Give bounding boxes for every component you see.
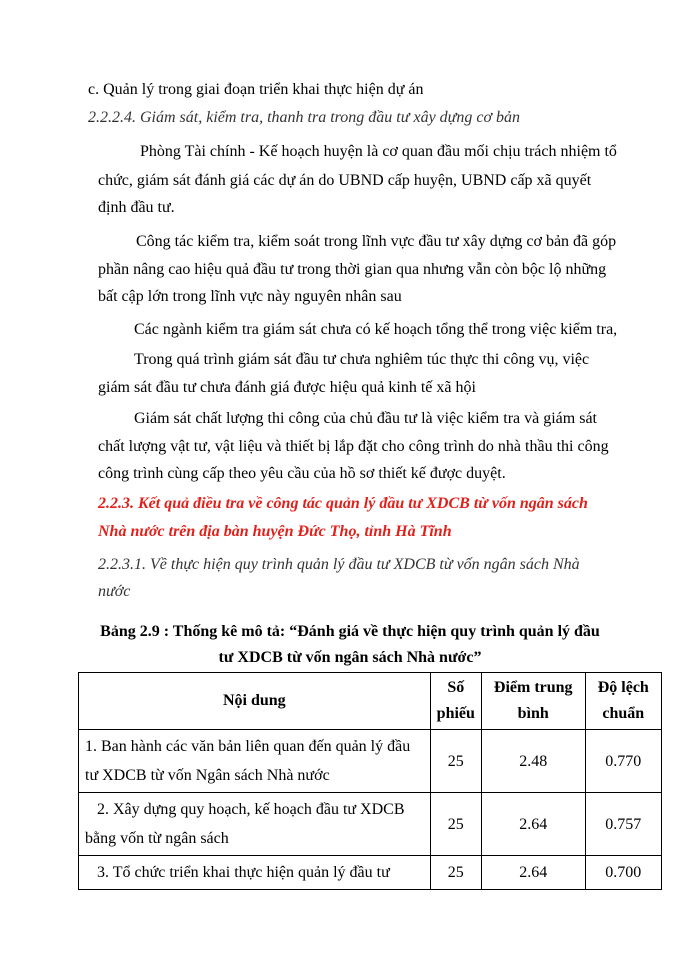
row-content-line: 2. Xây dựng quy hoạch, kế hoạch đầu tư XDCB	[97, 801, 405, 818]
table-caption: Bảng 2.9 : Thống kê mô tả: “Đánh giá về thực hiện quy trình quản lý đầu	[100, 623, 600, 640]
paragraph-line: phần nâng cao hiệu quả đầu tư trong thời gian qua nhưng vẫn còn bộc lộ những	[98, 261, 607, 278]
stats-table	[78, 672, 662, 890]
section-2231-heading: nước	[98, 583, 131, 600]
row-content	[79, 856, 431, 890]
row-mean: 2.64	[481, 856, 585, 890]
row-content-line: 3. Tổ chức triển khai thực hiện quản lý đầu tư	[97, 864, 390, 881]
paragraph-line: Trong quá trình giám sát đầu tư chưa nghiêm túc thực thi công vụ, việc	[134, 351, 590, 368]
paragraph-line: định đầu tư.	[98, 199, 175, 216]
table-row	[79, 793, 662, 856]
paragraph-line: Giám sát chất lượng thi công của chủ đầu tư là việc kiểm tra và giám sát	[134, 410, 597, 427]
header-votes: Số phiếu	[430, 673, 481, 730]
section-2224-heading: 2.2.2.4. Giám sát, kiểm tra, thanh tra trong đầu tư xây dựng cơ bản	[88, 109, 521, 126]
row-content-line: 1. Ban hành các văn bản liên quan đến quản lý đầu	[85, 738, 411, 755]
heading-c: c. Quản lý trong giai đoạn triển khai thực hiện dự án	[88, 81, 424, 98]
row-mean: 2.64	[481, 793, 585, 856]
paragraph-line: Các ngành kiểm tra giám sát chưa có kế hoạch tổng thể trong việc kiểm tra,	[134, 321, 618, 338]
row-votes: 25	[430, 856, 481, 890]
table-caption: tư XDCB từ vốn ngân sách Nhà nước”	[218, 649, 482, 666]
header-sd: Độ lệch chuẩn	[585, 673, 661, 730]
row-content	[79, 730, 431, 793]
row-votes: 25	[430, 730, 481, 793]
paragraph-line: Phòng Tài chính - Kế hoạch huyện là cơ quan đầu mối chịu trách nhiệm tổ	[140, 143, 617, 160]
section-223-heading: Nhà nước trên địa bàn huyện Đức Thọ, tỉnh Hà Tĩnh	[98, 523, 452, 540]
section-223-heading: 2.2.3. Kết quả điều tra về công tác quản lý đầu tư XDCB từ vốn ngân sách	[98, 495, 588, 512]
row-content-line: bằng vốn từ ngân sách	[85, 830, 229, 847]
table-header-row	[79, 673, 662, 730]
row-sd: 0.770	[585, 730, 661, 793]
paragraph-line: công trình cùng cấp theo yêu cầu của hồ sơ thiết kế được duyệt.	[98, 465, 506, 482]
row-mean: 2.48	[481, 730, 585, 793]
row-content	[79, 793, 431, 856]
paragraph-line: giám sát đầu tư chưa đánh giá được hiệu quả kinh tế xã hội	[98, 379, 476, 396]
row-votes: 25	[430, 793, 481, 856]
header-content: Nội dung	[79, 673, 431, 730]
table-row	[79, 730, 662, 793]
paragraph-line: chức, giám sát đánh giá các dự án do UBND cấp huyện, UBND cấp xã quyết	[98, 172, 592, 189]
section-2231-heading: 2.2.3.1. Về thực hiện quy trình quản lý đầu tư XDCB từ vốn ngân sách Nhà	[98, 556, 580, 573]
header-mean: Điểm trung bình	[481, 673, 585, 730]
paragraph-line: chất lượng vật tư, vật liệu và thiết bị lắp đặt cho công trình do nhà thầu thi công	[98, 438, 609, 455]
row-sd: 0.757	[585, 793, 661, 856]
row-content-line: tư XDCB từ vốn Ngân sách Nhà nước	[85, 767, 330, 784]
table-row	[79, 856, 662, 890]
paragraph-line: bất cập lớn trong lĩnh vực này nguyên nhân sau	[98, 288, 402, 305]
paragraph-line: Công tác kiểm tra, kiểm soát trong lĩnh vực đầu tư xây dựng cơ bản đã góp	[136, 233, 617, 250]
row-sd: 0.700	[585, 856, 661, 890]
